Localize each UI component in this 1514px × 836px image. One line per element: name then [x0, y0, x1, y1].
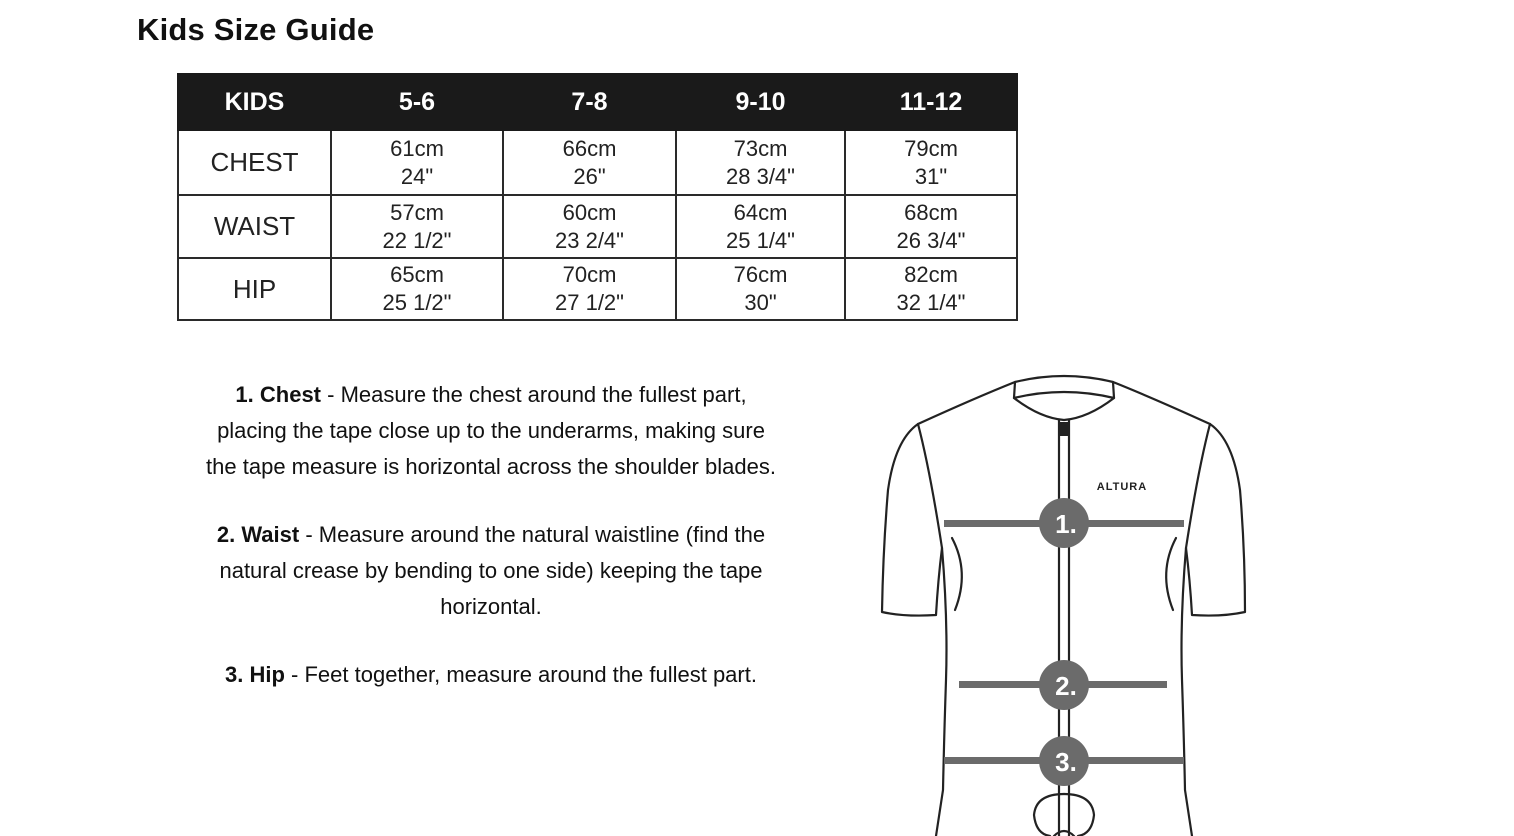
row-label-waist: WAIST — [178, 195, 331, 258]
cell-cm: 61cm — [390, 135, 444, 161]
instruction-text: - Feet together, measure around the fullest part. — [284, 662, 757, 687]
header-size-5-6: 5-6 — [331, 74, 503, 130]
cell-cm: 70cm — [562, 262, 617, 287]
cell-cm: 82cm — [904, 262, 958, 287]
cell-inch: 24" — [400, 163, 434, 189]
cell-inch: 28 3/4" — [726, 163, 795, 189]
instruction-waist — [200, 517, 782, 625]
cell-inch: 31" — [914, 163, 948, 189]
table-row-waist — [178, 195, 1017, 258]
table-cell — [676, 258, 845, 320]
instruction-hip — [200, 657, 782, 693]
page-title: Kids Size Guide — [137, 12, 375, 47]
header-size-7-8: 7-8 — [503, 74, 676, 130]
table-cell — [503, 195, 676, 258]
table-cell — [503, 258, 676, 320]
table-cell — [503, 130, 676, 195]
cell-cm: 60cm — [562, 199, 617, 225]
brand-logo: ALTURA — [1096, 481, 1148, 493]
instruction-chest — [200, 377, 782, 485]
header-size-9-10: 9-10 — [676, 74, 845, 130]
row-label-chest: CHEST — [178, 130, 331, 195]
row-label-hip: HIP — [178, 258, 331, 320]
header-size-11-12: 11-12 — [845, 74, 1017, 130]
cell-inch: 30" — [744, 290, 777, 315]
measurement-instructions — [200, 377, 782, 725]
table-header-row — [178, 74, 1017, 130]
table-row-hip — [178, 258, 1017, 320]
cell-inch: 23 2/4" — [555, 227, 624, 253]
cell-inch: 22 1/2" — [382, 227, 452, 253]
measurement-tapes — [944, 498, 1184, 786]
instruction-term: 2. Waist — [216, 522, 300, 547]
table-cell — [676, 130, 845, 195]
marker-3-label: 3. — [1055, 747, 1077, 777]
table-cell — [845, 258, 1017, 320]
jersey-diagram — [860, 360, 1280, 836]
table-cell — [845, 130, 1017, 195]
cell-cm: 73cm — [733, 135, 788, 161]
cell-inch: 27 1/2" — [555, 290, 624, 315]
table-cell — [331, 258, 503, 320]
cell-cm: 76cm — [733, 262, 788, 287]
cell-inch: 25 1/4" — [726, 227, 795, 253]
table-cell — [676, 195, 845, 258]
header-kids: KIDS — [178, 74, 331, 130]
table-cell — [331, 195, 503, 258]
zipper-pull-icon — [1060, 422, 1068, 436]
instruction-term: 3. Hip — [225, 662, 285, 687]
cell-cm: 79cm — [904, 135, 958, 161]
cell-cm: 64cm — [733, 199, 788, 225]
cell-cm: 65cm — [390, 262, 444, 287]
cell-inch: 32 1/4" — [896, 290, 966, 315]
marker-1-label: 1. — [1055, 509, 1077, 539]
instruction-text: - Measure the chest around the fullest part, placing the tape close up to the underarms, making sure the tape measure is horizontal across the shoulder blades. — [206, 382, 776, 479]
table-cell — [845, 195, 1017, 258]
table-cell — [331, 130, 503, 195]
instruction-text: - Measure around the natural waistline (find the natural crease by bending to one side) keeping the tape horizontal. — [219, 522, 766, 619]
marker-2-label: 2. — [1055, 671, 1077, 701]
instruction-term: 1. Chest — [235, 382, 322, 407]
cell-inch: 25 1/2" — [382, 290, 452, 315]
cell-cm: 68cm — [904, 199, 958, 225]
cell-inch: 26 3/4" — [896, 227, 966, 253]
size-table — [177, 73, 1018, 321]
cell-cm: 66cm — [562, 135, 617, 161]
cell-inch: 26" — [573, 163, 606, 189]
cell-cm: 57cm — [390, 199, 444, 225]
table-row-chest — [178, 130, 1017, 195]
